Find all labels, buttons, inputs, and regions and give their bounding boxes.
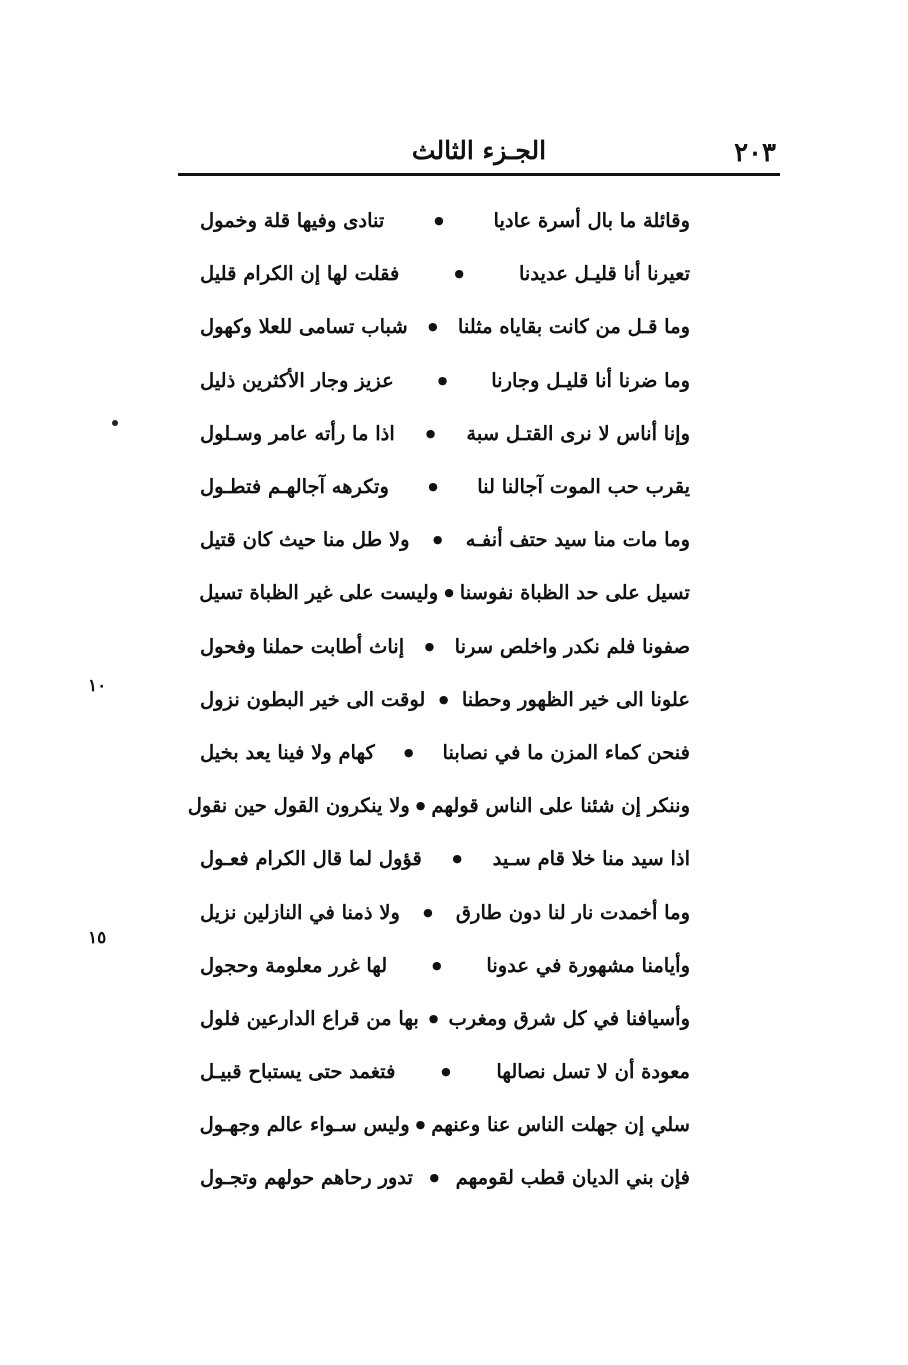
second-hemistich: ولا طل منا حيث كان قتيل — [200, 528, 410, 552]
second-hemistich: تدور رحاهم حولهم وتجـول — [200, 1166, 413, 1190]
verse-separator: ● — [444, 586, 454, 600]
verse-line — [200, 673, 690, 726]
first-hemistich: فإن بني الديان قطب لقومهم — [455, 1166, 690, 1190]
first-hemistich: وإنا أناس لا نرى القتـل سبة — [466, 421, 690, 445]
verse-line — [200, 513, 690, 566]
first-hemistich: وما قـل من كانت بقاياه مثلنا — [457, 315, 690, 339]
poem — [187, 194, 690, 1205]
first-hemistich: وما أخمدت نار لنا دون طارق — [455, 900, 690, 924]
margin-dot — [112, 420, 118, 426]
second-hemistich: شباب تسامى للعلا وكهول — [200, 315, 408, 339]
second-hemistich: لها غرر معلومة وحجول — [200, 953, 388, 977]
verse-separator: ● — [424, 639, 435, 653]
verse-line — [187, 779, 690, 832]
verse-line — [200, 300, 690, 353]
verse-line — [200, 992, 690, 1045]
first-hemistich: وقائلة ما بال أسرة عاديا — [493, 209, 690, 233]
first-hemistich: وننكر إن شئنا على الناس قولهم — [431, 794, 690, 818]
verse-separator: ● — [429, 1171, 440, 1185]
second-hemistich: عزيز وجار الأكثرين ذليل — [200, 368, 394, 392]
first-hemistich: فنحن كماء المزن ما في نصابنا — [442, 740, 690, 764]
first-hemistich: اذا سيد منا خلا قام سـيد — [492, 847, 690, 871]
verse-line — [200, 566, 690, 619]
verse-separator: ● — [428, 320, 438, 334]
second-hemistich: وليس سـواء عالم وجهـول — [199, 1113, 410, 1137]
page-header — [178, 128, 780, 174]
second-hemistich: ولا ذمنا في النازلين نزيل — [200, 900, 400, 924]
verse-separator: ● — [432, 533, 443, 547]
page-number: ٢٠٣ — [734, 138, 776, 168]
verse-separator: ● — [423, 905, 433, 919]
first-hemistich: علونا الى خير الظهور وحطنا — [461, 687, 690, 711]
first-hemistich: تسيل على حد الظباة نفوسنا — [459, 581, 690, 605]
verse-separator: ● — [415, 1118, 426, 1132]
line-number-15: ١٥ — [88, 928, 107, 948]
verse-line — [200, 354, 690, 407]
verse-line — [200, 832, 690, 885]
second-hemistich: وتكرهه آجالهـم فتطـول — [200, 475, 389, 499]
verse-line — [200, 885, 690, 938]
first-hemistich: تعيرنا أنا قليـل عديدنا — [518, 262, 690, 286]
verse-line — [200, 194, 690, 247]
verse-separator: ● — [454, 267, 464, 281]
first-hemistich: يقرب حب الموت آجالنا لنا — [477, 475, 690, 499]
first-hemistich: سلي إن جهلت الناس عنا وعنهم — [431, 1113, 690, 1137]
first-hemistich: وما ضرنا أنا قليـل وجارنا — [491, 368, 690, 392]
verse-line — [200, 460, 690, 513]
second-hemistich: قؤول لما قال الكرام فعـول — [200, 847, 422, 871]
first-hemistich: وأيامنا مشهورة في عدونا — [486, 953, 690, 977]
verse-separator: ● — [437, 373, 448, 387]
second-hemistich: فتغمد حتى يستباح قبيـل — [200, 1060, 396, 1084]
second-hemistich: فقلت لها إن الكرام قليل — [200, 262, 400, 286]
verse-separator: ● — [425, 426, 436, 440]
second-hemistich: وليست على غير الظباة تسيل — [199, 581, 439, 605]
running-title: الجـزء الثالث — [411, 136, 547, 165]
first-hemistich: معودة أن لا تسل نصالها — [496, 1060, 690, 1084]
verse-separator: ● — [432, 958, 442, 972]
verse-line — [200, 726, 690, 779]
second-hemistich: بها من قراع الدارعين فلول — [200, 1006, 419, 1030]
verse-separator: ● — [441, 1065, 451, 1079]
verse-line — [200, 1098, 690, 1151]
verse-separator: ● — [428, 1011, 439, 1025]
verse-separator: ● — [452, 852, 463, 866]
verse-line — [200, 407, 690, 460]
verse-separator: ● — [415, 799, 426, 813]
second-hemistich: ولا ينكرون القول حين نقول — [187, 794, 410, 818]
verse-separator: ● — [428, 480, 438, 494]
first-hemistich: صفونا فلم نكدر واخلص سرنا — [454, 634, 690, 658]
verse-separator: ● — [403, 745, 414, 759]
verse-line — [200, 1151, 690, 1204]
second-hemistich: كهام ولا فينا يعد بخيل — [200, 740, 375, 764]
second-hemistich: لوقت الى خير البطون نزول — [200, 687, 426, 711]
verse-line — [200, 620, 690, 673]
verse-line — [200, 247, 690, 300]
verse-separator: ● — [438, 692, 449, 706]
second-hemistich: اذا ما رأته عامر وسـلول — [200, 421, 395, 445]
verse-line — [200, 939, 690, 992]
first-hemistich: وما مات منا سيد حتف أنفـه — [465, 528, 690, 552]
verse-line — [200, 1045, 690, 1098]
header-rule — [178, 173, 780, 176]
first-hemistich: وأسيافنا في كل شرق ومغرب — [448, 1006, 690, 1030]
line-number-10: ١٠ — [88, 676, 107, 696]
second-hemistich: تنادى وفيها قلة وخمول — [200, 209, 385, 233]
verse-separator: ● — [434, 214, 444, 228]
second-hemistich: إناث أطابت حملنا وفحول — [200, 634, 405, 658]
